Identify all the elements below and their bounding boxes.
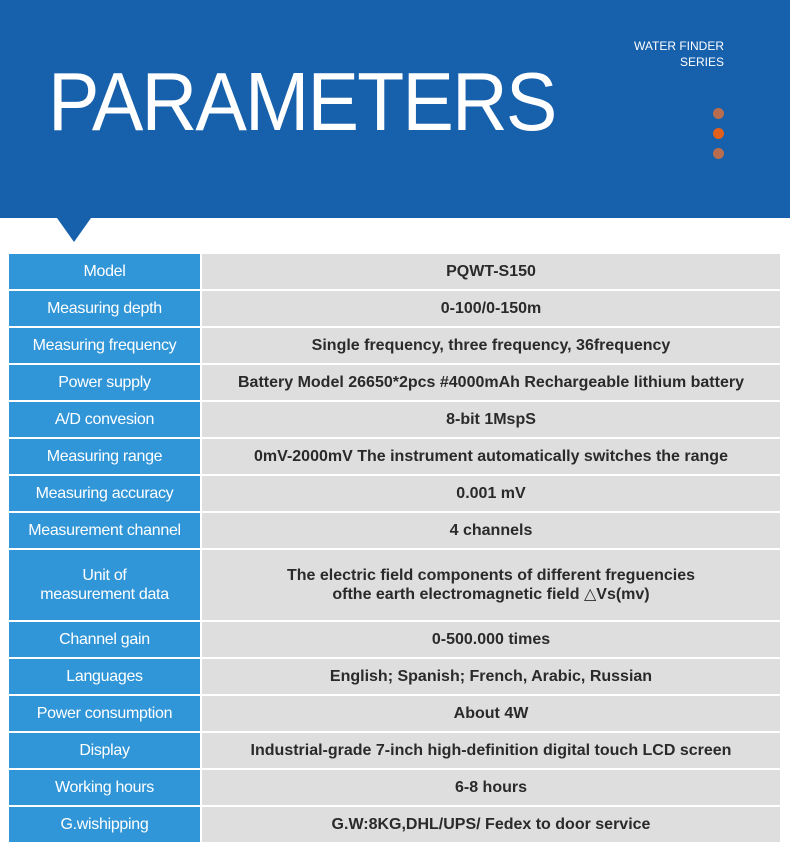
row-value-line-2: ofthe earth electromagnetic field △Vs(mv) (332, 586, 650, 603)
row-label: Display (9, 733, 202, 770)
row-value: 0.001 mV (202, 476, 780, 513)
table-row (9, 328, 780, 365)
dot-icon (713, 148, 724, 159)
row-label-line-2: measurement data (40, 586, 169, 603)
table-row (9, 550, 780, 622)
row-label: Working hours (9, 770, 202, 807)
row-value: G.W:8KG,DHL/UPS/ Fedex to door service (202, 807, 780, 844)
row-value: About 4W (202, 696, 780, 733)
row-value: 0-100/0-150m (202, 291, 780, 328)
series-line-2: SERIES (679, 55, 724, 69)
header-pointer (57, 218, 91, 242)
table-row (9, 365, 780, 402)
row-label: Measuring frequency (9, 328, 202, 365)
row-value-line-1: The electric field components of different freguencies (286, 567, 696, 584)
table-row (9, 696, 780, 733)
table-row (9, 254, 780, 291)
table-row (9, 622, 780, 659)
row-label: Measuring range (9, 439, 202, 476)
table-row (9, 291, 780, 328)
row-label: Languages (9, 659, 202, 696)
table-row (9, 659, 780, 696)
table-row (9, 513, 780, 550)
row-value: 0-500.000 times (202, 622, 780, 659)
row-value: 4 channels (202, 513, 780, 550)
table-row (9, 733, 780, 770)
row-label-line-1: Unit of (82, 567, 127, 584)
table-row (9, 439, 780, 476)
row-label: Power consumption (9, 696, 202, 733)
row-label: G.wishipping (9, 807, 202, 844)
row-label (9, 550, 202, 622)
table-row (9, 770, 780, 807)
row-value: English; Spanish; French, Arabic, Russian (202, 659, 780, 696)
row-value: 0mV-2000mV The instrument automatically switches the range (202, 439, 780, 476)
row-label: Power supply (9, 365, 202, 402)
row-label: Channel gain (9, 622, 202, 659)
row-label: Measurement channel (9, 513, 202, 550)
row-label: Model (9, 254, 202, 291)
page-title: PARAMETERS (48, 55, 556, 148)
parameters-table (9, 254, 780, 844)
row-label: A/D convesion (9, 402, 202, 439)
row-value: Battery Model 26650*2pcs #4000mAh Rechargeable lithium battery (202, 365, 780, 402)
table-row (9, 402, 780, 439)
header-banner (0, 0, 790, 218)
row-value: Single frequency, three frequency, 36frequency (202, 328, 780, 365)
decorative-dots (713, 108, 724, 168)
dot-icon (713, 108, 724, 119)
dot-icon (713, 128, 724, 139)
row-value: 6-8 hours (202, 770, 780, 807)
row-value: 8-bit 1MspS (202, 402, 780, 439)
row-value (202, 550, 780, 622)
table-row (9, 476, 780, 513)
series-label (584, 38, 724, 70)
row-value: Industrial-grade 7-inch high-definition digital touch LCD screen (202, 733, 780, 770)
row-value: PQWT-S150 (202, 254, 780, 291)
series-line-1: WATER FINDER (634, 39, 724, 53)
row-label: Measuring accuracy (9, 476, 202, 513)
row-label: Measuring depth (9, 291, 202, 328)
table-row (9, 807, 780, 844)
